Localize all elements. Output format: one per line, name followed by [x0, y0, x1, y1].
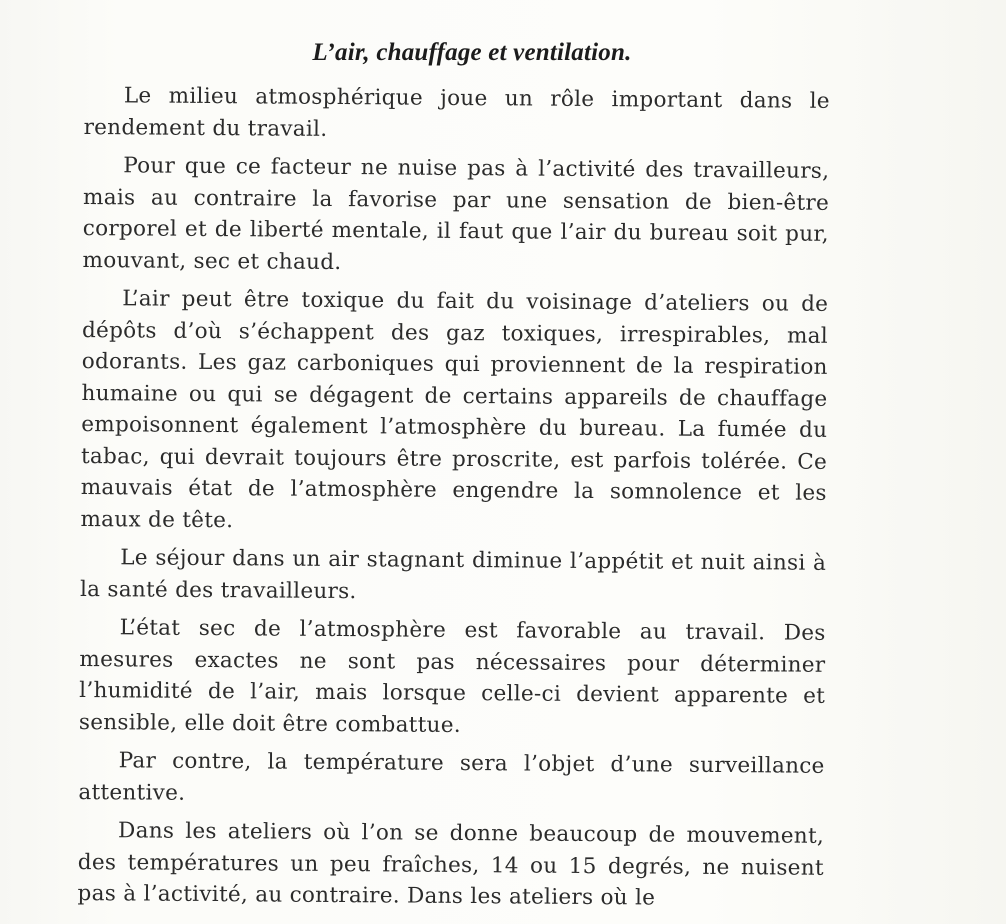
body-text	[77, 80, 829, 915]
paragraph-3: L’air peut être toxique du fait du voisinage d’ateliers ou de dépôts d’où s’échappent des gaz toxiques, irrespirables, mal odorants. Les gaz carboniques qui proviennent de la respiration humaine ou qui se dégagent de certains appareils de chauffage empoisonnent également l’atmosphère du bureau. La fumée du tabac, qui devrait toujours être proscrite, est parfois tolérée. Ce mauvais état de l’atmosphère engendre la somnolence et les maux de tête.	[80, 286, 829, 533]
paragraph-4: Le séjour dans un air stagnant diminue l’appétit et nuit ainsi à la santé des travailleurs.	[79, 545, 827, 604]
paragraph-6: Par contre, la température sera l’objet d’une surveillance attentive.	[78, 748, 825, 806]
section-title: L’air, chauffage et ventilation.	[312, 38, 632, 66]
paragraph-1: Le milieu atmosphérique joue un rôle important dans le rendement du travail.	[83, 83, 830, 142]
paragraph-2: Pour que ce facteur ne nuise pas à l’activité des travailleurs, mais au contraire la favorise par une sensation de bien-être corporel et de liberté mentale, il faut que l’air du bureau soit pur, mouvant, sec et chaud.	[82, 153, 830, 275]
paragraph-5: L’état sec de l’atmosphère est favorable au travail. Des mesures exactes ne sont pas nécessaires pour déterminer l’humidité de l’air, mais lorsque celle-ci devient apparente et sensible, elle doit être combattue.	[78, 615, 826, 738]
paragraph-7: Dans les ateliers où l’on se donne beaucoup de mouvement, des températures un peu fraîches, 14 ou 15 degrés, ne nuisent pas à l’activité, au contraire. Dans les ateliers où le	[77, 818, 825, 911]
